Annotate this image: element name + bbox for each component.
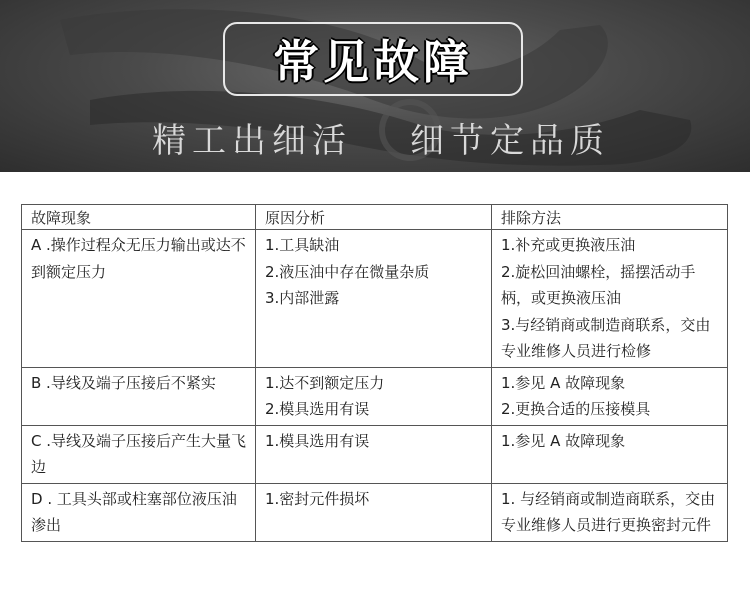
- table-row: [22, 230, 728, 368]
- header-symptom: 故障现象: [22, 205, 256, 230]
- cause-item: 1.工具缺油: [265, 236, 340, 254]
- page-title: 常见故障: [273, 35, 473, 89]
- remedy-cell: [492, 425, 728, 483]
- remedy-item: 1. 与经销商或制造商联系，交由专业维修人员进行更换密封元件: [501, 489, 716, 534]
- cause-item: 1.模具选用有误: [265, 431, 370, 450]
- table-row: [22, 425, 728, 483]
- symptom-cell: C .导线及端子压接后产生大量飞边: [22, 425, 256, 483]
- table-row: [22, 367, 728, 425]
- remedy-item: 3.与经销商或制造商联系，交由专业维修人员进行检修: [501, 315, 711, 360]
- table-row: [22, 483, 728, 541]
- remedy-cell: [492, 367, 728, 425]
- cause-cell: [256, 367, 492, 425]
- remedy-item: 1.补充或更换液压油: [501, 236, 636, 254]
- symptom-cell: A .操作过程众无压力输出或达不到额定压力: [22, 230, 256, 368]
- header-banner: [0, 0, 750, 172]
- remedy-cell: [492, 483, 728, 541]
- slogan-right: 细节定品质: [410, 121, 610, 161]
- cause-item: 2.模具选用有误: [265, 400, 370, 418]
- symptom-cell: D . 工具头部或柱塞部位液压油渗出: [22, 483, 256, 541]
- table-header-row: [22, 205, 728, 230]
- fault-table: [21, 204, 728, 542]
- header-remedy: 排除方法: [492, 205, 728, 230]
- remedy-item: 1.参见 A 故障现象: [501, 431, 626, 450]
- cause-cell: [256, 230, 492, 368]
- remedy-cell: [492, 230, 728, 368]
- symptom-cell: B .导线及端子压接后不紧实: [22, 367, 256, 425]
- cause-cell: [256, 483, 492, 541]
- cause-item: 1.达不到额定压力: [265, 373, 385, 392]
- remedy-item: 1.参见 A 故障现象: [501, 373, 626, 392]
- header-cause: 原因分析: [256, 205, 492, 230]
- cause-item: 3.内部泄露: [265, 289, 340, 307]
- remedy-item: 2.更换合适的压接模具: [501, 400, 651, 418]
- cause-item: 1.密封元件损坏: [265, 489, 370, 508]
- title-frame: [223, 22, 523, 96]
- cause-cell: [256, 425, 492, 483]
- slogan-left: 精工出细活: [152, 121, 352, 161]
- remedy-item: 2.旋松回油螺栓，摇摆活动手柄，或更换液压油: [501, 262, 696, 307]
- cause-item: 2.液压油中存在微量杂质: [265, 262, 430, 281]
